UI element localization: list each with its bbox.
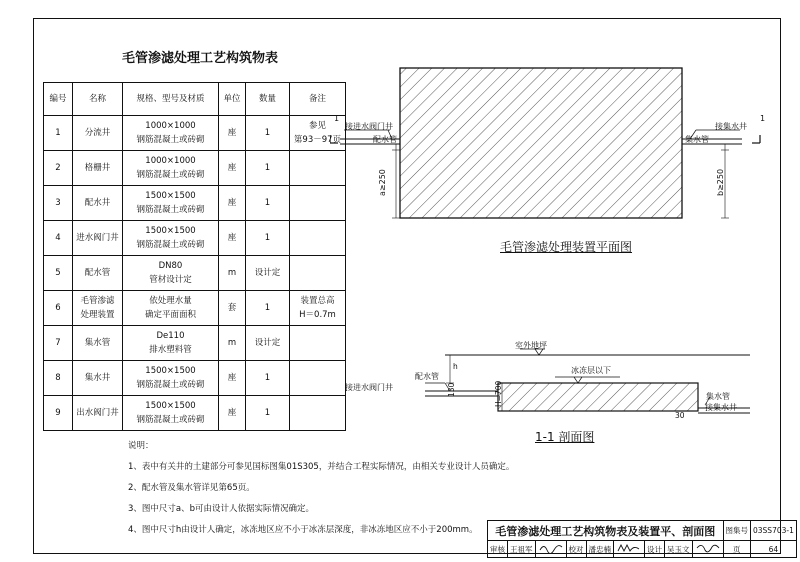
cell-name-line: 出水阀门井 [76,408,119,418]
cell-name-line: 格栅井 [84,163,111,173]
cell-spec-line: 1500×1500 [145,191,196,201]
cell-spec [123,221,219,256]
section-dim-130: 130 [447,382,456,397]
section-outlet-well-label: 接集水井 [705,403,737,412]
cell-qty: 1 [246,291,290,326]
cell-name [73,256,123,291]
note-item: 2、配水管及集水管详见第65页。 [128,483,255,493]
cell-spec-line: DN80 [158,261,183,271]
cell-spec [123,186,219,221]
cell-name-line: 处理装置 [80,310,115,320]
titleblock-check-label: 校对 [566,541,586,558]
header-name: 名称 [73,83,123,116]
cell-spec [123,396,219,431]
titleblock-reviewer: 王祖军 [508,541,536,558]
table-row [44,361,346,396]
section-ground-label: 室外地坪 [515,341,547,350]
cell-note-line: 装置总高 [300,296,335,306]
cell-no: 9 [44,396,73,431]
cell-spec-line: 1500×1500 [145,226,196,236]
cell-spec-line: 钢筋混凝土或砖砌 [136,205,205,215]
cell-name [73,116,123,151]
section-dim-30: 30 [675,411,685,420]
cell-qty: 1 [246,116,290,151]
plan-section-mark-right: 1 [760,114,766,123]
cell-unit: 座 [219,396,246,431]
titleblock-checker: 潘忠楠 [586,541,614,558]
titleblock-design-label: 设计 [645,541,665,558]
table-row [44,221,346,256]
cell-note [290,256,346,291]
section-title: 1-1 剖面图 [535,430,595,444]
cell-name [73,151,123,186]
cell-spec-line: 1500×1500 [145,401,196,411]
titleblock-title: 毛管渗滤处理工艺构筑物表及装置平、剖面图 [488,521,724,541]
cell-name [73,291,123,326]
plan-dim-a: a≥250 [378,169,387,196]
cell-qty: 设计定 [246,326,290,361]
cell-name-line: 毛管渗滤 [80,296,115,306]
cell-unit: 套 [219,291,246,326]
cell-no: 1 [44,116,73,151]
title-block [487,520,797,558]
cell-name [73,221,123,256]
cell-name [73,186,123,221]
cell-qty: 1 [246,151,290,186]
header-note: 备注 [290,83,346,116]
cell-unit: 座 [219,221,246,256]
cell-no: 7 [44,326,73,361]
table-row [44,116,346,151]
table-row [44,396,346,431]
section-device-rect [498,383,698,411]
section-frost-label: 冰冻层以下 [571,366,611,375]
table-row [44,186,346,221]
cell-spec [123,116,219,151]
section-dist-pipe-label: 配水管 [415,372,439,381]
cell-qty: 设计定 [246,256,290,291]
cell-spec [123,256,219,291]
cell-unit: 座 [219,361,246,396]
cell-no: 8 [44,361,73,396]
cell-note-line: 参见 [308,121,326,131]
table-row [44,291,346,326]
titleblock-atlas-no: 03SS703-1 [751,521,797,541]
cell-spec [123,361,219,396]
cell-no: 6 [44,291,73,326]
cell-unit: 座 [219,116,246,151]
section-inlet-well-label: 接进水阀门井 [345,383,393,392]
cell-note-line: 第93－97页 [293,135,342,145]
cell-name-line: 集水管 [84,338,111,348]
cell-spec-line: 确定平面面积 [144,310,196,320]
note-item: 3、图中尺寸a、b可由设计人依据实际情况确定。 [128,504,315,514]
titleblock-atlas-label: 图集号 [723,521,751,541]
titleblock-page-label: 页 [723,541,751,558]
cell-spec-line: 1000×1000 [145,156,196,166]
cell-spec-line: 钢筋混凝土或砖砌 [136,135,205,145]
plan-dist-pipe-label: 配水管 [373,135,397,144]
table-row [44,326,346,361]
section-collect-pipe-label: 集水管 [706,392,730,401]
table-row [44,256,346,291]
cell-no: 3 [44,186,73,221]
structures-table [43,82,346,431]
section-dim-H: H=700 [494,380,503,407]
plan-device-rect [400,68,682,218]
reviewer-signature [535,541,566,558]
cell-name-line: 进水阀门井 [76,233,119,243]
designer-signature [692,541,723,558]
cell-name-line: 配水管 [84,268,111,278]
plan-outlet-well-label: 接集水井 [715,122,747,131]
cell-spec-line: 管材设计定 [149,275,192,285]
section-dim-h: h [453,362,458,371]
table-header-row [44,83,346,116]
cell-qty: 1 [246,361,290,396]
section-drawing [330,335,780,435]
note-item: 4、图中尺寸h由设计人确定，冰冻地区应不小于冰冻层深度，非冰冻地区应不小于200mm。 [128,525,478,535]
cell-no: 5 [44,256,73,291]
titleblock-review-label: 审核 [488,541,508,558]
cell-spec [123,291,219,326]
cell-name-line: 集水井 [84,373,111,383]
note-item: 1、表中有关井的土建部分可参见国标图集01S305，并结合工程实际情况，由相关专业设计人员确定。 [128,462,515,472]
checker-signature [614,541,645,558]
cell-spec-line: De110 [156,331,185,341]
titleblock-designer: 吴玉文 [665,541,693,558]
plan-collect-pipe-label: 集水管 [685,135,709,144]
cell-no: 4 [44,221,73,256]
cell-spec [123,151,219,186]
plan-drawing [330,55,780,255]
cell-note [290,291,346,326]
cell-qty: 1 [246,396,290,431]
cell-spec-line: 钢筋混凝土或砖砌 [136,415,205,425]
cell-spec-line: 钢筋混凝土或砖砌 [136,240,205,250]
titleblock-page-no: 64 [751,541,797,558]
cell-spec-line: 1000×1000 [145,121,196,131]
header-unit: 单位 [219,83,246,116]
header-qty: 数量 [246,83,290,116]
cell-qty: 1 [246,186,290,221]
cell-unit: 座 [219,186,246,221]
cell-spec-line: 钢筋混凝土或砖砌 [136,380,205,390]
cell-note-line: H＝0.7m [299,310,336,320]
cell-name-line: 配水井 [84,198,111,208]
cell-no: 2 [44,151,73,186]
cell-spec-line: 排水塑料管 [149,345,192,355]
plan-title: 毛管渗滤处理装置平面图 [500,240,633,254]
header-no: 编号 [44,83,73,116]
cell-name [73,326,123,361]
cell-name [73,396,123,431]
cell-unit: 座 [219,151,246,186]
cell-spec-line: 钢筋混凝土或砖砌 [136,170,205,180]
cell-unit: m [219,326,246,361]
cell-name-line: 分流井 [84,128,111,138]
cell-name [73,361,123,396]
plan-dim-b: b≥250 [716,168,725,196]
plan-inlet-well-label: 接进水阀门井 [345,122,393,131]
table-row [44,151,346,186]
notes-block [128,436,514,541]
table-title: 毛管渗滤处理工艺构筑物表 [122,51,279,66]
cell-qty: 1 [246,221,290,256]
cell-spec [123,326,219,361]
cell-spec-line: 1500×1500 [145,366,196,376]
header-spec: 规格、型号及材质 [123,83,219,116]
plan-section-mark-left: 1 [334,114,340,123]
notes-heading: 说明： [128,441,154,451]
cell-spec-line: 依处理水量 [149,296,192,306]
cell-unit: m [219,256,246,291]
